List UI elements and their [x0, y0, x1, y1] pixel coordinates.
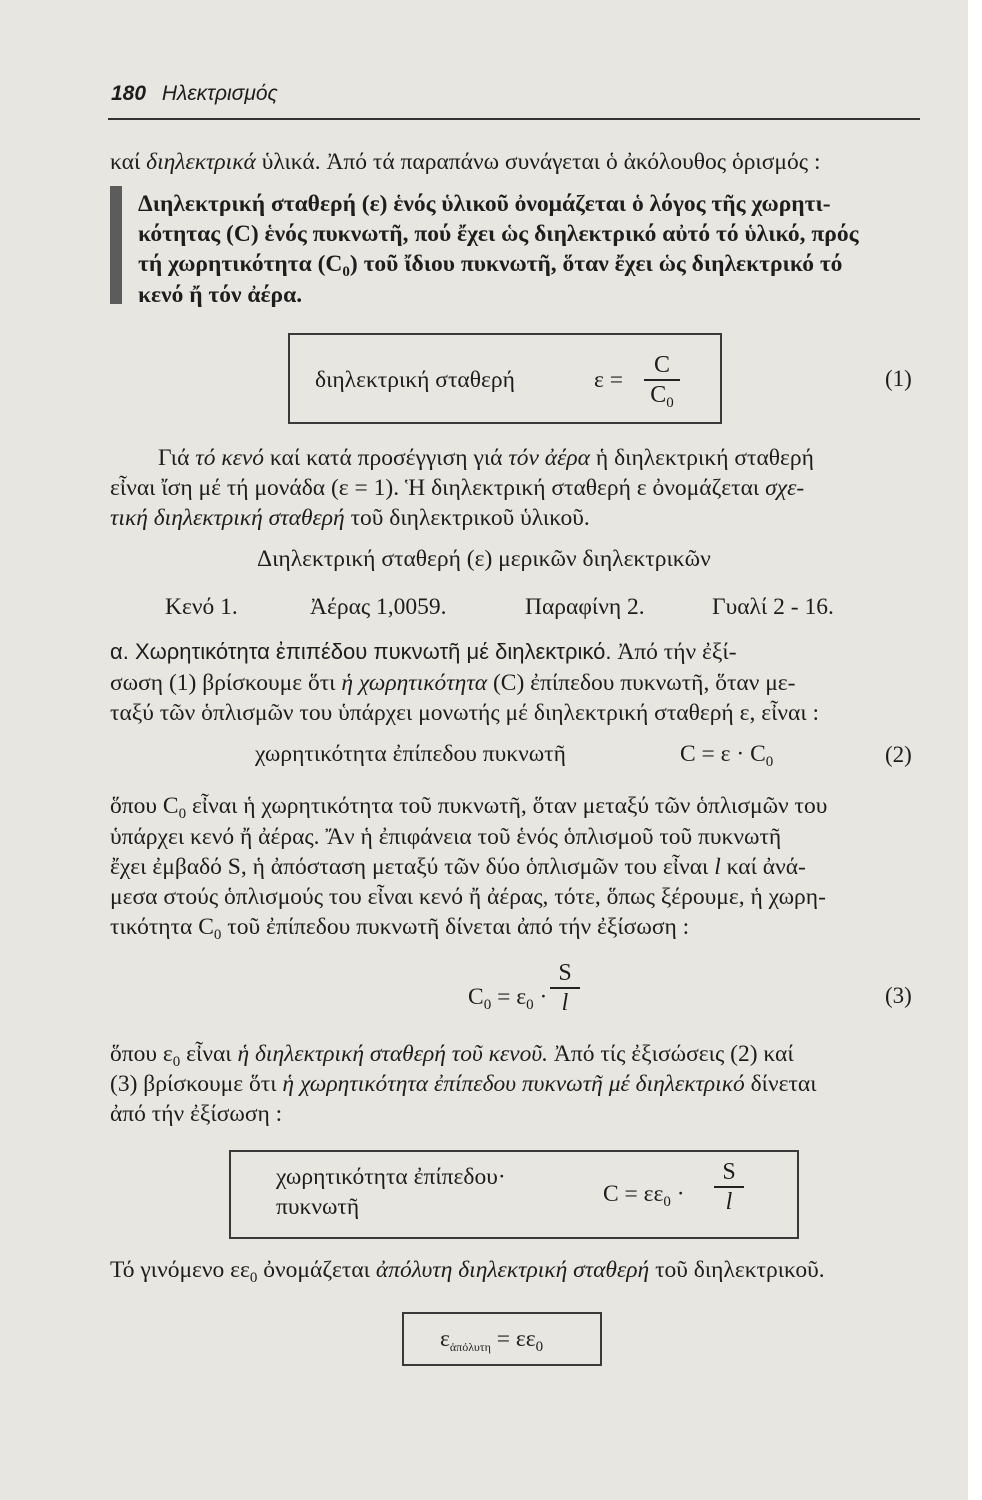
eq4-text: C = εε — [603, 1181, 664, 1207]
section-a-text: Ἀπό τήν ἐξί- — [617, 639, 737, 665]
p3-text: Ἀπό τίς ἐξισώσεις (2) καί — [553, 1041, 794, 1067]
fraction-bar — [644, 379, 680, 381]
p2-text: ὅπου C — [110, 793, 179, 819]
definition-line-1: Διηλεκτρική σταθερή (ε) ἑνός ὑλικοῦ ὀνομάζεται ὁ λόγος τῆς χωρητι- — [138, 191, 831, 217]
eq4-text: · — [670, 1181, 685, 1207]
p1-italic: τό κενό — [195, 445, 265, 471]
p2-italic: l — [714, 854, 721, 880]
subscript: 0 — [178, 806, 187, 822]
definition-text: ) τοῦ ἴδιου πυκνωτῆ, ὅταν ἔχει ὡς διηλεκτρικό τό — [349, 251, 843, 277]
p1-italic: τόν ἀέρα — [508, 445, 591, 471]
p3-text: ὅπου ε — [110, 1041, 173, 1067]
eq1-label: διηλεκτρική σταθερή — [315, 367, 515, 393]
section-a-line-2 — [110, 669, 796, 697]
eq1-denominator — [650, 382, 674, 411]
subscript: 0 — [249, 1270, 258, 1286]
eq4-denominator: l — [725, 1189, 733, 1215]
eq2-number: (2) — [885, 742, 912, 767]
p2-text: ἔχει ἐμβαδό S, ἡ ἀπόσταση μεταξύ τῶν δύο ὁπλισμῶν του εἶναι — [110, 854, 709, 880]
subscript: 0 — [535, 1339, 544, 1355]
eq2-label: χωρητικότητα ἐπίπεδου πυκνωτῆ — [255, 741, 566, 767]
dielectric-table-title: Διηλεκτρική σταθερή (ε) μερικῶν διηλεκτρικῶν — [257, 546, 711, 572]
header-rule — [108, 118, 920, 120]
eq3-text: · — [533, 984, 548, 1010]
table-item: Ἀέρας 1,0059. — [310, 594, 447, 620]
p2-line-3 — [110, 853, 806, 881]
p3-line-1 — [110, 1040, 794, 1071]
subscript: 0 — [342, 264, 350, 280]
subscript: ἀπόλυτη — [449, 1340, 491, 1354]
subscript: 0 — [172, 1054, 181, 1070]
p3-text: δίνεται — [750, 1071, 817, 1097]
eq1-fraction — [644, 352, 680, 411]
p4-text: ὀνομάζεται — [257, 1257, 370, 1283]
section-a-italic: ἡ χωρητικότητα — [341, 670, 488, 696]
eq2-formula-text: C = ε · C — [680, 741, 766, 767]
eq1-numerator: C — [653, 352, 670, 378]
eq1-denominator-symbol: C — [650, 382, 667, 408]
eq4-numerator: S — [722, 1159, 736, 1185]
section-a-text: σωση (1) βρίσκουμε ὅτι — [110, 670, 336, 696]
p1-text: καί κατά προσέγγιση γιά — [269, 445, 503, 471]
subscript: 0 — [666, 395, 674, 411]
p1-line-3 — [110, 504, 590, 532]
eq5-text: = εε — [490, 1326, 536, 1352]
table-item: Κενό 1. — [165, 594, 238, 620]
intro-text-end: ὑλικά. Ἀπό τά παραπάνω συνάγεται ὁ ἀκόλουθος ὁρισμός : — [261, 149, 821, 175]
definition-marker-bar — [110, 186, 122, 304]
running-header — [111, 82, 278, 106]
section-a-line-3: ταξύ τῶν ὁπλισμῶν του ὑπάρχει μονωτής μέ διηλεκτρική σταθερή ε, εἶναι : — [110, 700, 820, 726]
p4-line — [110, 1256, 825, 1287]
p2-line-5 — [110, 913, 689, 944]
p1-italic: σχε- — [765, 475, 805, 501]
table-item: Παραφίνη 2. — [525, 594, 645, 620]
p2-line-1 — [110, 792, 827, 823]
eq3-number: (3) — [885, 983, 912, 1008]
p4-text: τοῦ διηλεκτρικοῦ. — [655, 1257, 825, 1283]
p3-text: εἶναι — [180, 1041, 232, 1067]
p2-text: τικότητα C — [110, 914, 214, 940]
eq3-text: = ε — [491, 984, 527, 1010]
p3-italic: ἡ διηλεκτρική σταθερή τοῦ κενοῦ. — [237, 1041, 549, 1067]
definition-line-4: κενό ἤ τόν ἀέρα. — [138, 282, 303, 308]
section-a-line-1 — [110, 638, 737, 666]
fraction-bar — [714, 1186, 744, 1188]
eq1-lhs: ε = — [594, 367, 623, 393]
p2-text: καί ἀνά- — [726, 854, 806, 880]
intro-italic: διηλεκτρικά — [146, 149, 256, 175]
section-a-text: (C) ἐπίπεδου πυκνωτῆ, ὅταν με- — [492, 670, 796, 696]
subscript: 0 — [765, 754, 774, 770]
eq2-formula — [680, 740, 773, 771]
eq3-lhs — [468, 983, 547, 1014]
section-a-heading: α. Χωρητικότητα ἐπιπέδου πυκνωτῆ μέ διηλεκτρικό. — [110, 639, 612, 664]
table-item: Γυαλί 2 - 16. — [712, 594, 834, 620]
p2-line-4: μεσα στούς ὁπλισμούς του εἶναι κενό ἤ ἀέρας, τότε, ὅπως ξέρουμε, ἡ χωρη- — [110, 884, 826, 910]
subscript: 0 — [483, 997, 492, 1013]
chapter-title: Ηλεκτρισμός — [161, 82, 278, 105]
p1-text: τοῦ διηλεκτρικοῦ ὑλικοῦ. — [350, 505, 590, 531]
p2-line-2: ὑπάρχει κενό ἤ ἀέρας. Ἄν ἡ ἐπιφάνεια τοῦ ἑνός ὁπλισμοῦ τοῦ πυκνωτῆ — [110, 824, 782, 850]
p1-text: ἡ διηλεκτρική σταθερή — [595, 445, 814, 471]
page-edge — [968, 0, 982, 1500]
eq1-number: (1) — [885, 366, 912, 391]
definition-line-3 — [138, 250, 842, 281]
page-number: 180 — [111, 82, 147, 105]
subscript: 0 — [526, 997, 534, 1013]
definition-text: τή χωρητικότητα (C — [138, 251, 343, 277]
eq3-text: C — [468, 984, 484, 1010]
fraction-bar — [550, 987, 580, 989]
intro-line — [110, 148, 820, 176]
p1-text: εἶναι ἴση μέ τή μονάδα (ε = 1). Ἡ διηλεκτρική σταθερή ε ὀνομάζεται — [110, 475, 760, 501]
definition-line-2: κότητας (C) ἑνός πυκνωτῆ, πού ἔχει ὡς διηλεκτρικό αὐτό τό ὑλικό, πρός — [138, 221, 859, 247]
p1-line-2 — [110, 474, 804, 502]
p3-line-3: ἀπό τήν ἐξίσωση : — [110, 1101, 283, 1127]
eq3-numerator: S — [558, 960, 572, 986]
p2-text: εἶναι ἡ χωρητικότητα τοῦ πυκνωτῆ, ὅταν μεταξύ τῶν ὁπλισμῶν του — [186, 793, 828, 819]
p3-text: (3) βρίσκουμε ὅτι — [110, 1071, 277, 1097]
p4-italic: ἀπόλυτη διηλεκτρική σταθερή — [375, 1257, 650, 1283]
intro-text: καί — [110, 149, 141, 175]
eq4-fraction — [714, 1159, 744, 1215]
eq5-symbol: ε — [440, 1326, 450, 1352]
p1-text: Γιά — [158, 445, 190, 471]
eq4-lhs — [603, 1180, 685, 1211]
eq3-denominator: l — [561, 990, 569, 1016]
subscript: 0 — [213, 927, 222, 943]
eq5-formula — [440, 1325, 543, 1356]
p1-italic: τική διηλεκτρική σταθερή — [110, 505, 345, 531]
p2-text: τοῦ ἐπίπεδου πυκνωτῆ δίνεται ἀπό τήν ἐξίσωση : — [221, 914, 690, 940]
eq4-label-line-1: χωρητικότητα ἐπίπεδου· — [276, 1164, 506, 1190]
subscript: 0 — [663, 1194, 671, 1210]
p1-line-1 — [158, 444, 814, 472]
eq4-label-line-2: πυκνωτῆ — [276, 1194, 360, 1220]
p3-italic: ἡ χωρητικότητα ἐπίπεδου πυκνωτῆ μέ διηλεκτρικό — [282, 1071, 745, 1097]
eq3-fraction — [550, 960, 580, 1016]
p3-line-2 — [110, 1070, 817, 1098]
p4-text: Τό γινόμενο εε — [110, 1257, 250, 1283]
